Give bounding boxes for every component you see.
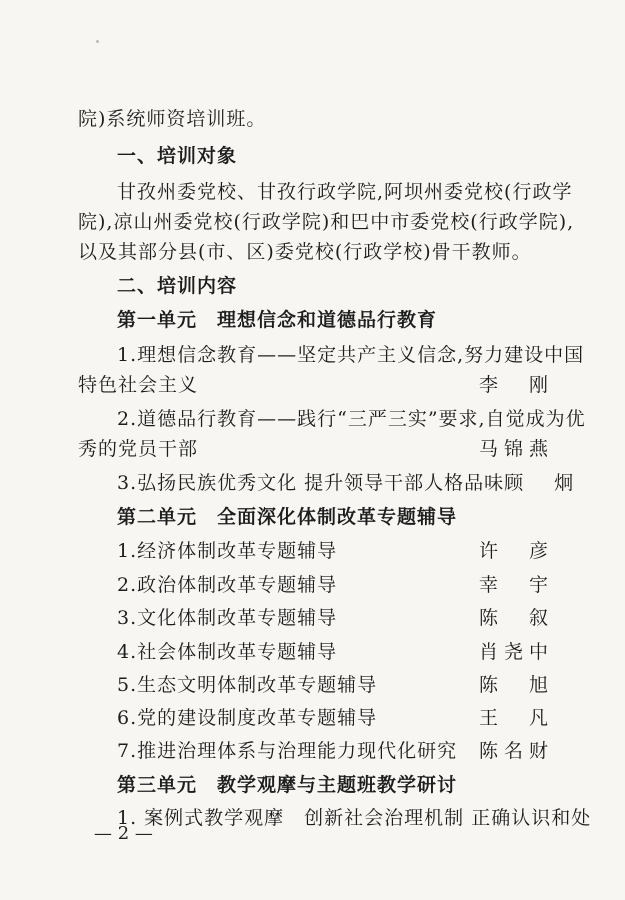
course-row: [117, 536, 554, 566]
course-teacher: 陈名财: [478, 740, 554, 762]
course-title: 2.道德品行教育——践行“三严三实”要求,自觉成为优: [117, 408, 586, 430]
course-title: 4.社会体制改革专题辅导: [117, 641, 338, 663]
course-title: 6.党的建设制度改革专题辅导: [117, 707, 378, 729]
unit-heading: 第二单元 全面深化体制改革专题辅导: [117, 506, 458, 528]
course-teacher: 肖尧中: [478, 641, 554, 663]
text-line: 1.理想信念教育——坚定共产主义信念,努力建设中国: [117, 344, 585, 366]
course-row: [117, 703, 554, 733]
section-heading: 一、培训对象: [117, 145, 238, 167]
course-teacher: 许 彦: [478, 540, 554, 562]
text-line: 院)系统师资培训班。: [78, 108, 267, 130]
course-row: [117, 736, 554, 766]
course-title: 秀的党员干部: [78, 438, 199, 460]
course-title: 1.经济体制改革专题辅导: [117, 540, 338, 562]
course-teacher: 陈 旭: [478, 674, 554, 696]
course-teacher: 陈 叙: [478, 607, 554, 629]
course-title: 5.生态文明体制改革专题辅导: [117, 674, 378, 696]
course-title: 3.文化体制改革专题辅导: [117, 607, 338, 629]
course-title: 7.推进治理体系与治理能力现代化研究: [117, 740, 458, 762]
course-row: [78, 434, 554, 464]
course-row: [117, 570, 554, 600]
unit-heading: 第三单元 教学观摩与主题班教学研讨: [117, 774, 458, 796]
course-teacher: 顾 炯: [504, 472, 580, 494]
text-line: 院),凉山州委党校(行政学院)和巴中市委党校(行政学院),: [78, 211, 575, 233]
text-line: 甘孜州委党校、甘孜行政学院,阿坝州委党校(行政学: [117, 181, 573, 203]
section-heading: 二、培训内容: [117, 275, 238, 297]
course-title: 2.政治体制改革专题辅导: [117, 574, 338, 596]
course-teacher: 马锦燕: [478, 438, 554, 460]
course-row: [117, 637, 554, 667]
text-line: 以及其部分县(市、区)委党校(行政学校)骨干教师。: [78, 241, 532, 263]
course-title: 3.弘扬民族优秀文化 提升领导干部人格品味: [117, 472, 505, 494]
course-row: [117, 670, 554, 700]
course-teacher: 李 刚: [478, 374, 554, 396]
course-row: [78, 370, 554, 400]
scan-speck: [96, 40, 99, 43]
course-title: 特色社会主义: [78, 374, 199, 396]
unit-heading: 第一单元 理想信念和道德品行教育: [117, 309, 438, 331]
course-row: [117, 404, 586, 434]
text-line: 1. 案例式教学观摩 创新社会治理机制 正确认识和处: [117, 807, 592, 829]
course-teacher: 王 凡: [478, 707, 554, 729]
page-number: — 2 —: [94, 823, 153, 844]
course-row: [117, 468, 580, 498]
course-row: [117, 603, 554, 633]
course-teacher: 幸 宇: [478, 574, 554, 596]
